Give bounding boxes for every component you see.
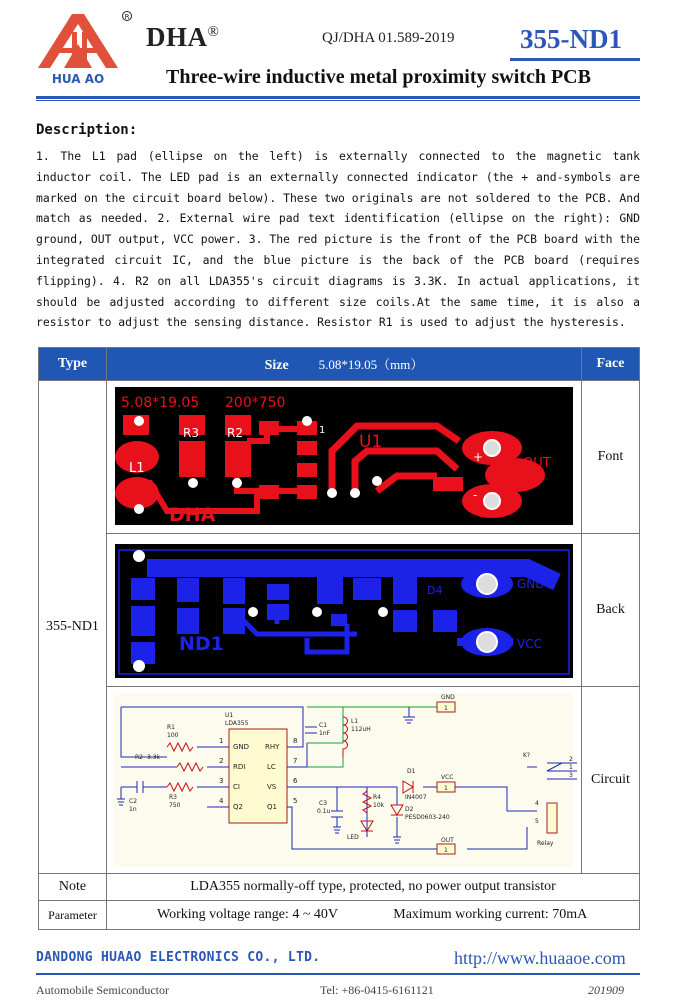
- relay-pin-1: 1: [568, 764, 573, 771]
- port-vcc-num: 1: [443, 785, 448, 792]
- pin-num-7: 7: [292, 757, 298, 765]
- pcb-back-q2: Q2: [268, 584, 285, 597]
- param-voltage: Working voltage range: 4 ~ 40V: [156, 907, 338, 922]
- pcb-front-dims: 5.08*19.05: [120, 395, 200, 411]
- model-underline: [510, 58, 640, 61]
- pin-q1: Q1: [266, 803, 277, 811]
- face-front: Font: [581, 381, 639, 534]
- pin-num-6: 6: [292, 777, 298, 785]
- pcb-back-image: [107, 534, 581, 686]
- huaao-logo: [34, 8, 132, 86]
- description-body: 1. The L1 pad (ellipse on the left) is externally connected to the magnetic tank inductor coil. The LED pad is an externally connected indicator (the + and-symbols are marked on the circuit board below). These two originals are not soldered to the PCB. And match as needed. 2. External wire pad text identification (ellipse on the right): GND ground, OUT output, VCC power. 3. The red picture is the front of the PCB board with the integrated circuit IC, and the blue picture is the back of the PCB board (requires flipping). 4. R2 on all LDA355's circuit diagrams is 3.3K. In actual applications, it should be adjusted according to different size coils.At the same time, it is also a resistor to adjust the sensing distance. Resistor R1 is used to adjust the hysteresis.: [36, 149, 640, 330]
- pcb-back-r1: R1: [224, 587, 241, 601]
- logo-text: HUA AO: [51, 72, 105, 86]
- out-label: OUT: [440, 837, 454, 844]
- pcb-front-scale: 200*750: [224, 395, 286, 411]
- circuit-cell: [106, 687, 581, 874]
- relay-label: Relay: [536, 840, 554, 847]
- pin-ci: CI: [232, 783, 240, 791]
- l1-label: L1: [350, 718, 359, 725]
- pin-num-8: 8: [292, 737, 298, 745]
- param-label: Parameter: [39, 901, 107, 930]
- relay-pin-5: 5: [534, 818, 539, 825]
- footer-category: Automobile Semiconductor: [36, 983, 169, 997]
- relay-pin-3: 3: [568, 772, 573, 779]
- pin-num-3: 3: [218, 777, 224, 785]
- port-gnd-num: 1: [443, 705, 448, 712]
- pin-num-2: 2: [218, 757, 224, 765]
- pcb-back-nd1: ND1: [178, 633, 224, 655]
- footer-tel: Tel: +86-0415-6161121: [320, 983, 434, 997]
- d2-value: PESD0603-240: [404, 814, 450, 821]
- pin-gnd: GND: [232, 743, 250, 751]
- ic-name: LDA355: [224, 720, 249, 727]
- note-label: Note: [39, 874, 107, 901]
- pcb-back-c2: C2: [178, 587, 195, 601]
- r2-value: 3.3k: [146, 754, 161, 761]
- d1-value: IN4007: [404, 794, 427, 801]
- pcb-back-d2: D2: [436, 618, 453, 631]
- size-value: 5.08*19.05（mm）: [318, 357, 424, 372]
- r3-value: 750: [168, 802, 181, 809]
- vcc-label: VCC: [440, 774, 454, 781]
- d2-label: D2: [404, 806, 414, 813]
- face-circuit: Circuit: [581, 687, 639, 874]
- header-face: Face: [581, 348, 639, 381]
- face-back: Back: [581, 534, 639, 687]
- l1-value: 112uH: [350, 726, 371, 733]
- c2-value: 1n: [128, 806, 137, 813]
- r4-label: R4: [372, 794, 381, 801]
- header-size: Size 5.08*19.05（mm）: [106, 348, 581, 381]
- pcb-back-vcc: VCC: [516, 637, 542, 651]
- footer-company: DANDONG HUAAO ELECTRONICS CO., LTD.: [36, 950, 321, 965]
- led-label: LED: [346, 834, 359, 841]
- pcb-back-cell: [106, 534, 581, 687]
- svg-text:R: R: [124, 13, 130, 21]
- page-subtitle: Three-wire inductive metal proximity switch PCB: [166, 66, 591, 88]
- c1-label: C1: [318, 722, 327, 729]
- d1-label: D1: [406, 768, 416, 775]
- port-out-num: 1: [443, 847, 448, 854]
- pcb-front-image: [107, 381, 581, 533]
- c1-value: 1nF: [318, 730, 331, 737]
- circuit-diagram: [107, 687, 581, 873]
- c3-value: 0.1u: [316, 808, 331, 815]
- relay-pin-2: 2: [568, 756, 573, 763]
- footer-date: 201909: [588, 983, 624, 997]
- r2-label: R2: [134, 754, 143, 761]
- header-type: Type: [39, 348, 107, 381]
- pin-num-1: 1: [218, 737, 224, 745]
- header-rule: [36, 96, 640, 99]
- pin-vs: VS: [266, 783, 277, 791]
- c2-label: C2: [128, 798, 137, 805]
- pcb-front-u1: U1: [358, 432, 383, 452]
- gnd-label: GND: [440, 694, 455, 701]
- pcb-back-d4: D4: [426, 584, 443, 597]
- ic-ref: U1: [224, 712, 234, 719]
- standard-number: QJ/DHA 01.589-2019: [322, 30, 455, 46]
- description-title: Description:: [36, 122, 138, 138]
- pcb-front-plus: +: [472, 450, 484, 464]
- c3-label: C3: [318, 800, 327, 807]
- pcb-front-l1: L1: [128, 461, 145, 476]
- type-cell: 355-ND1: [39, 381, 107, 874]
- brand-name: DHA®: [146, 22, 220, 52]
- pin-lc: LC: [266, 763, 276, 771]
- footer-rule: [36, 973, 640, 975]
- pin-rhy: RHY: [264, 743, 280, 751]
- param-values: [106, 901, 639, 930]
- pcb-front-pin1: 1: [318, 425, 326, 436]
- pcb-front-out: OUT: [522, 456, 551, 471]
- footer-url-link[interactable]: http://www.huaaoe.com: [454, 948, 626, 968]
- r4-value: 10k: [372, 802, 385, 809]
- model-number: 355-ND1: [520, 24, 622, 54]
- spec-table: [38, 347, 640, 930]
- r3-label: R3: [168, 794, 177, 801]
- pcb-back-gnd: GND: [516, 577, 545, 591]
- note-value: LDA355 normally-off type, protected, no power output transistor: [106, 874, 639, 901]
- r1-label: R1: [166, 724, 175, 731]
- param-current: Maximum working current: 70mA: [393, 907, 588, 922]
- pcb-front-r3: R3: [182, 426, 199, 440]
- header-rule-thin: [36, 100, 640, 101]
- pin-rdi: RDI: [232, 763, 246, 771]
- pin-num-4: 4: [218, 797, 224, 805]
- pin-num-5: 5: [292, 797, 298, 805]
- pcb-front-dha: DHA: [168, 504, 216, 526]
- pcb-front-cell: [106, 381, 581, 534]
- pcb-front-r2: R2: [226, 426, 243, 440]
- pcb-back-c1: C1: [356, 584, 372, 597]
- pcb-front-minus: -: [472, 488, 478, 502]
- relay-pin-4: 4: [534, 800, 539, 807]
- r1-value: 100: [166, 732, 179, 739]
- relay-ref: K?: [522, 752, 531, 759]
- pin-q2: Q2: [232, 803, 243, 811]
- pcb-back-c3: C3: [132, 614, 148, 627]
